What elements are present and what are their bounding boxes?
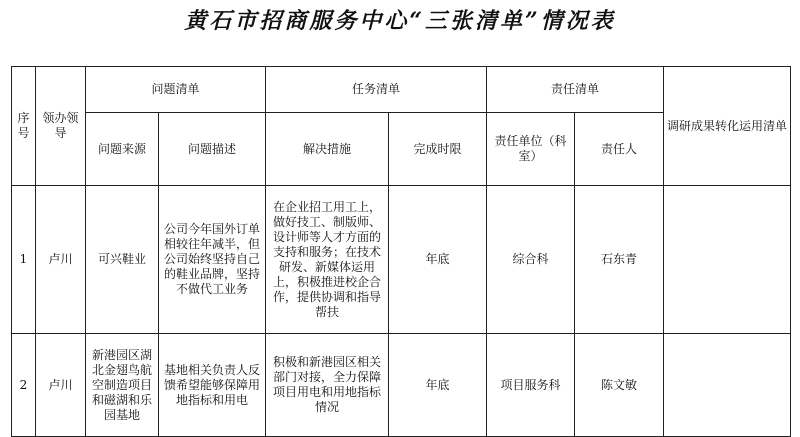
header-source: 问题来源 xyxy=(86,113,159,186)
header-seq: 序号 xyxy=(12,67,36,186)
table-row xyxy=(12,186,791,334)
cell-desc: 公司今年国外订单相较往年减半，但公司始终坚持自己的鞋业品牌，坚持不做代工业务 xyxy=(159,186,266,334)
cell-seq: 2 xyxy=(12,334,36,437)
table-row xyxy=(12,334,791,437)
cell-person: 陈文敏 xyxy=(575,334,664,437)
header-problems: 问题清单 xyxy=(86,67,266,113)
header-deadline: 完成时限 xyxy=(389,113,487,186)
header-responsibility: 责任清单 xyxy=(487,67,664,113)
cell-unit: 综合科 xyxy=(487,186,575,334)
header-measures: 解决措施 xyxy=(266,113,389,186)
cell-unit: 项目服务科 xyxy=(487,334,575,437)
cell-leader: 卢川 xyxy=(36,334,86,437)
header-person: 责任人 xyxy=(575,113,664,186)
cell-deadline: 年底 xyxy=(389,186,487,334)
cell-seq: 1 xyxy=(12,186,36,334)
page-title: 黄石市招商服务中心“三张清单”情况表 xyxy=(184,8,616,34)
header-outcome: 调研成果转化运用清单 xyxy=(664,67,791,186)
cell-source: 可兴鞋业 xyxy=(86,186,159,334)
header-unit: 责任单位（科室） xyxy=(487,113,575,186)
header-desc: 问题描述 xyxy=(159,113,266,186)
cell-leader: 卢川 xyxy=(36,186,86,334)
cell-measures: 积极和新港园区相关部门对接，全力保障项目用电和用地指标情况 xyxy=(266,334,389,437)
cell-outcome xyxy=(664,334,791,437)
cell-measures: 在企业招工用工上，做好技工、制版师、设计师等人才方面的支持和服务；在技术研发、新媒体运用上，积极推进校企合作，提供协调和指导帮扶 xyxy=(266,186,389,334)
cell-source: 新港园区湖北金翅鸟航空制造项目和磁湖和乐园基地 xyxy=(86,334,159,437)
header-leader: 领办领导 xyxy=(36,67,86,186)
cell-desc: 基地相关负责人反馈希望能够保障用地指标和用电 xyxy=(159,334,266,437)
cell-outcome xyxy=(664,186,791,334)
header-tasks: 任务清单 xyxy=(266,67,487,113)
cell-deadline: 年底 xyxy=(389,334,487,437)
cell-person: 石东青 xyxy=(575,186,664,334)
three-lists-table xyxy=(11,66,791,437)
